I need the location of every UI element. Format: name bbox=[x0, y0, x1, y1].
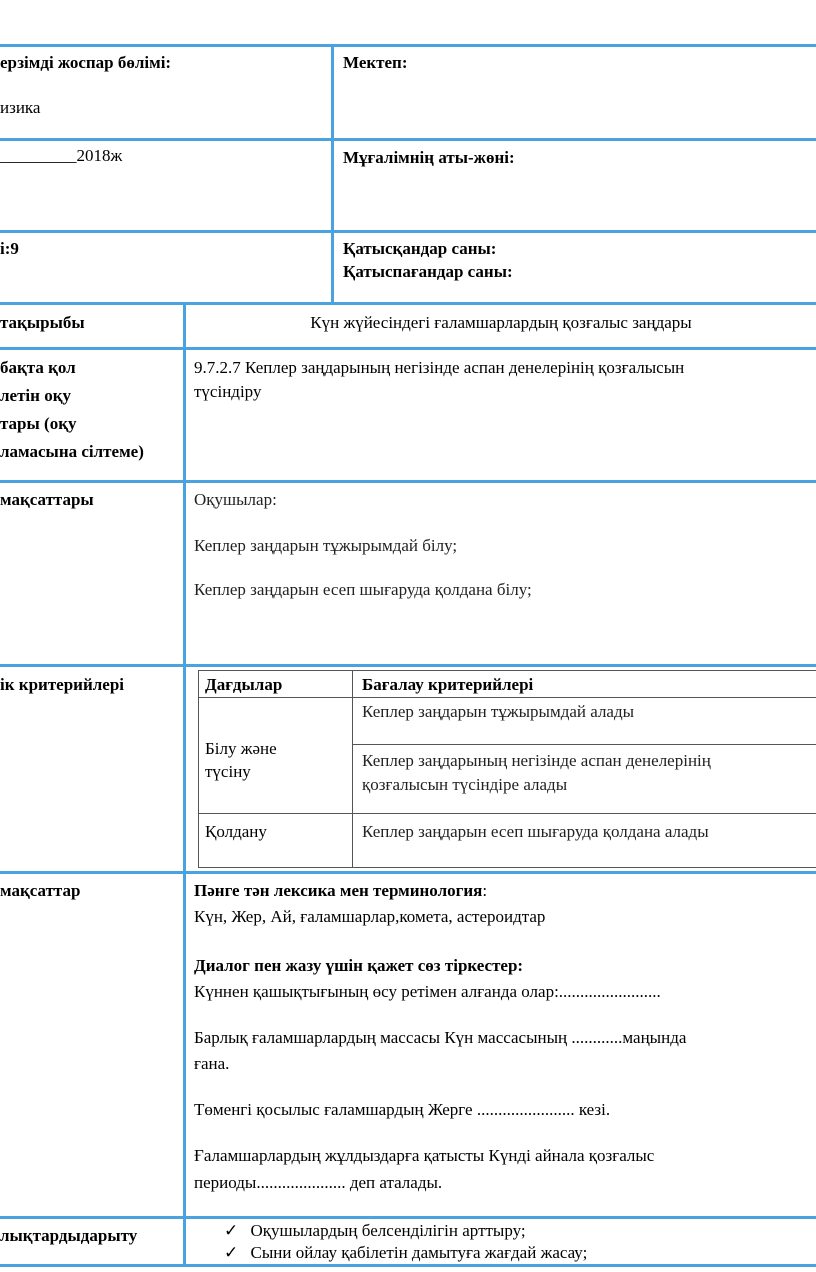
date-value: _________2018ж bbox=[0, 146, 123, 165]
objectives-label-line-1: бақта қол bbox=[0, 358, 76, 377]
criterion-1: Кеплер заңдарын тұжырымдай алады bbox=[362, 702, 635, 721]
grade-value: і:9 bbox=[0, 239, 19, 258]
rule-vertical-top bbox=[331, 44, 334, 305]
subject-value: изика bbox=[0, 98, 41, 117]
rule-bottom bbox=[0, 1264, 816, 1267]
criteria-label: ік критерийлері bbox=[0, 675, 125, 694]
skill-know-line-1: Білу және bbox=[205, 739, 277, 758]
values-item-text: Сыни ойлау қабілетін дамытуға жағдай жасау; bbox=[250, 1243, 588, 1262]
topic-label: тақырыбы bbox=[0, 313, 85, 332]
language-label: мақсаттар bbox=[0, 881, 81, 900]
vocab-heading-row bbox=[194, 880, 487, 902]
goals-line-2: Кеплер заңдарын тұжырымдай білу; bbox=[194, 536, 458, 555]
teacher-label: Мұғалімнің аты-жөні: bbox=[343, 148, 515, 167]
school-label: Мектеп: bbox=[343, 53, 408, 72]
topic-value: Күн жүйесіндегі ғаламшарлардың қозғалыс заңдары bbox=[310, 313, 692, 332]
rule-row1 bbox=[0, 138, 816, 141]
skill-know-line-2: түсіну bbox=[205, 762, 251, 781]
check-icon: ✓ bbox=[224, 1221, 239, 1240]
rule-row7 bbox=[0, 871, 816, 874]
phrases-heading: Диалог пен жазу үшін қажет сөз тіркестер: bbox=[194, 956, 524, 975]
phrase-2-line-1: Барлық ғаламшарлардың массасы Күн массасының ............маңында bbox=[194, 1028, 687, 1047]
goals-line-1: Оқушылар: bbox=[194, 490, 277, 509]
phrase-3: Төменгі қосылыс ғаламшардың Жерге ....................... кезі. bbox=[194, 1100, 611, 1119]
criteria-rule-header bbox=[198, 697, 816, 698]
goals-line-3: Кеплер заңдарын есеп шығаруда қолдана білу; bbox=[194, 580, 532, 599]
goals-label: мақсаттары bbox=[0, 490, 94, 509]
values-item-text: Оқушылардың белсенділігін арттыру; bbox=[250, 1221, 526, 1240]
objectives-value-line-2: түсіндіру bbox=[194, 382, 262, 401]
present-label: Қатысқандар саны: bbox=[343, 239, 497, 258]
section-label: ерзімді жоспар бөлімі: bbox=[0, 53, 172, 72]
rule-row3 bbox=[0, 302, 816, 305]
rule-row4 bbox=[0, 347, 816, 350]
objectives-label-line-3: тары (оқу bbox=[0, 414, 77, 433]
criteria-rule-left bbox=[198, 670, 199, 868]
phrase-4-line-2: периоды..................... деп аталады. bbox=[194, 1173, 443, 1192]
phrase-2-line-2: ғана. bbox=[194, 1054, 230, 1073]
criteria-rule-divider bbox=[352, 670, 353, 868]
phrase-1: Күннен қашықтығының өсу ретімен алғанда олар:........................ bbox=[194, 982, 661, 1001]
criteria-rule-bottom bbox=[198, 867, 816, 868]
criteria-rule-top bbox=[198, 670, 816, 671]
criteria-header-assessment: Бағалау критерийлері bbox=[362, 675, 534, 694]
vocab-colon: : bbox=[482, 881, 488, 900]
objectives-label-line-2: летін оқу bbox=[0, 386, 71, 405]
objectives-label-line-4: ламасына сілтеме) bbox=[0, 442, 144, 461]
criteria-rule-skill bbox=[198, 813, 816, 814]
vocab-heading: Пәнге тән лексика мен терминология bbox=[194, 881, 483, 900]
absent-label: Қатыспағандар саны: bbox=[343, 262, 513, 281]
check-icon: ✓ bbox=[224, 1243, 239, 1262]
rule-top bbox=[0, 44, 816, 47]
skill-apply: Қолдану bbox=[205, 822, 267, 841]
objectives-value-line-1: 9.7.2.7 Кеплер заңдарының негізінде аспан денелерінің қозғалысын bbox=[194, 358, 685, 377]
values-item-1 bbox=[224, 1220, 526, 1242]
rule-row6 bbox=[0, 664, 816, 667]
rule-row8 bbox=[0, 1216, 816, 1219]
criterion-3: Кеплер заңдарын есеп шығаруда қолдана алады bbox=[362, 822, 709, 841]
criteria-header-skills: Дағдылар bbox=[205, 675, 283, 694]
rule-row2 bbox=[0, 230, 816, 233]
rule-vertical-main bbox=[183, 302, 186, 1267]
values-item-2 bbox=[224, 1242, 587, 1264]
vocab-list: Күн, Жер, Ай, ғаламшарлар,комета, астероидтар bbox=[194, 907, 546, 926]
criterion-2-line-1: Кеплер заңдарының негізінде аспан денелерінің bbox=[362, 751, 711, 770]
rule-row5 bbox=[0, 480, 816, 483]
values-label: лықтардыдарыту bbox=[0, 1226, 138, 1245]
criteria-rule-mid bbox=[352, 744, 816, 745]
phrase-4-line-1: Ғаламшарлардың жұлдыздарға қатысты Күнді айнала қозғалыс bbox=[194, 1146, 655, 1165]
criterion-2-line-2: қозғалысын түсіндіре алады bbox=[362, 775, 568, 794]
